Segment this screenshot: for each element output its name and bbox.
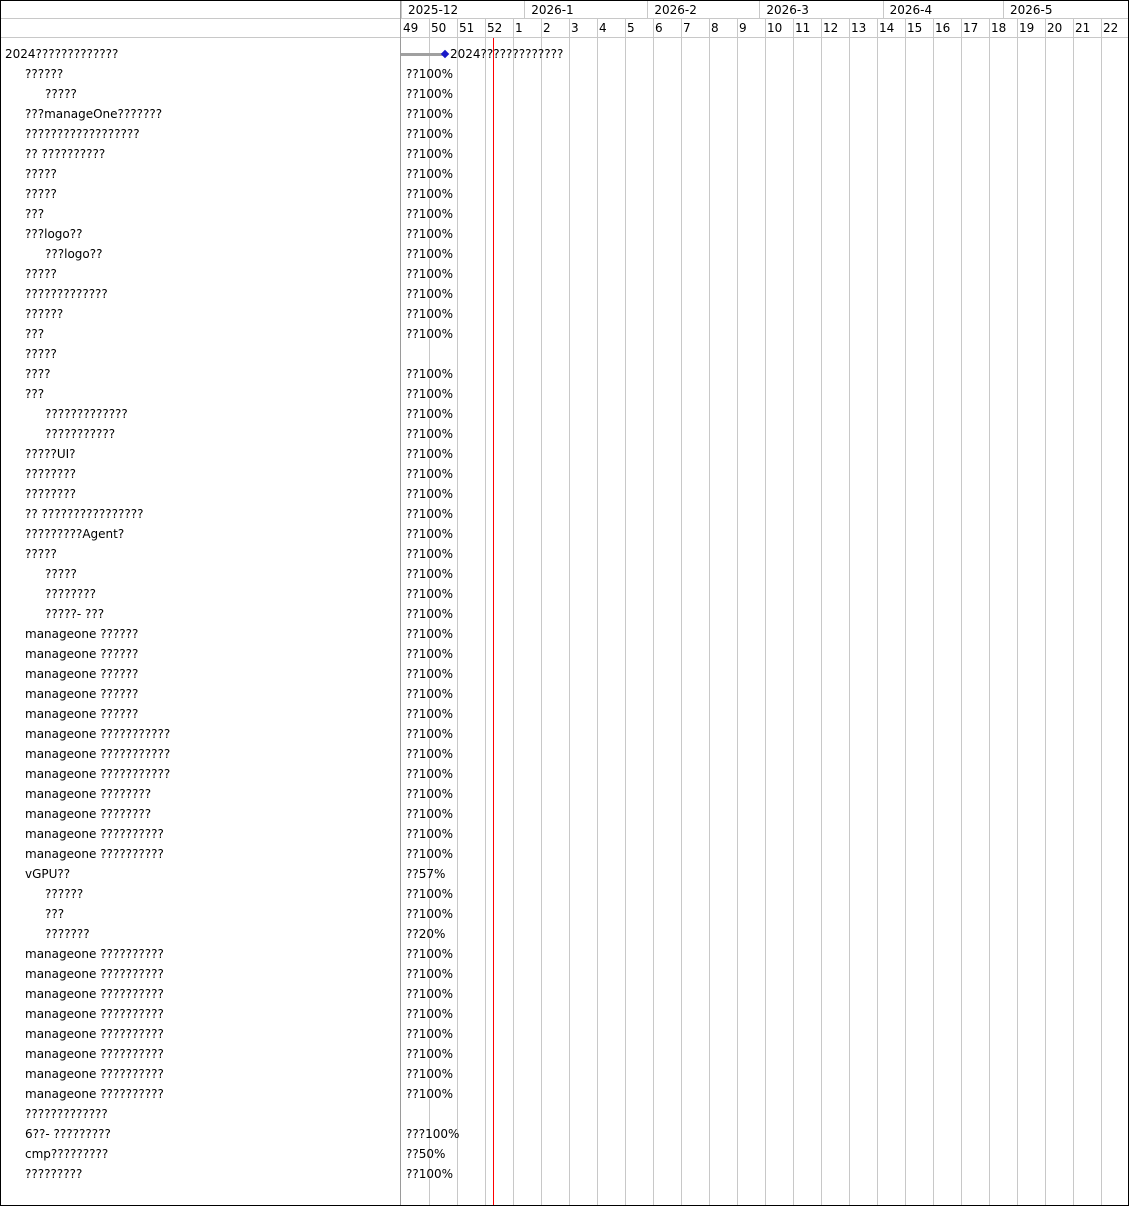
month-separator — [647, 1, 648, 18]
task-row-name[interactable]: vGPU?? — [25, 867, 71, 881]
task-progress-label: ??100% — [406, 447, 454, 461]
header-divider — [1, 37, 1128, 38]
task-progress-label: ??100% — [406, 327, 454, 341]
task-progress-label: ??100% — [406, 167, 454, 181]
task-row-name[interactable]: ??? — [45, 907, 65, 921]
task-progress-label: ??57% — [406, 867, 446, 881]
task-progress-label: ??100% — [406, 367, 454, 381]
task-row-name[interactable]: manageone ?????? — [25, 687, 139, 701]
task-progress-label: ??100% — [406, 787, 454, 801]
week-gridline — [1017, 18, 1018, 1205]
task-progress-label: ??100% — [406, 807, 454, 821]
task-progress-label: ??100% — [406, 107, 454, 121]
task-progress-label: ??50% — [406, 1147, 446, 1161]
task-row-name[interactable]: ???logo?? — [45, 247, 103, 261]
week-gridline — [849, 18, 850, 1205]
week-gridline — [569, 18, 570, 1205]
task-progress-label: ??100% — [406, 427, 454, 441]
task-progress-label: ??100% — [406, 1067, 454, 1081]
task-progress-label: ??100% — [406, 707, 454, 721]
task-progress-label: ??100% — [406, 847, 454, 861]
week-label: 2 — [543, 21, 551, 35]
week-gridline — [961, 18, 962, 1205]
task-progress-label: ??100% — [406, 1047, 454, 1061]
task-progress-label: ??100% — [406, 87, 454, 101]
milestone-diamond[interactable] — [441, 50, 449, 58]
week-gridline — [821, 18, 822, 1205]
task-progress-label: ??100% — [406, 567, 454, 581]
task-row-name[interactable]: ??? — [25, 327, 45, 341]
task-progress-label: ??100% — [406, 1087, 454, 1101]
task-progress-label: ??100% — [406, 287, 454, 301]
week-gridline — [457, 18, 458, 1205]
week-label: 49 — [403, 21, 419, 35]
task-progress-label: ??100% — [406, 647, 454, 661]
task-row-name[interactable]: 6??- ????????? — [25, 1127, 111, 1141]
today-marker — [493, 38, 494, 1205]
week-label: 50 — [431, 21, 447, 35]
week-label: 20 — [1047, 21, 1063, 35]
task-row-name[interactable]: cmp????????? — [25, 1147, 109, 1161]
task-row-name[interactable]: ?????????????????? — [25, 127, 140, 141]
month-label: 2026-3 — [766, 3, 809, 17]
task-row-name[interactable]: ????? — [45, 87, 77, 101]
task-row-name[interactable]: ?? ???????????????? — [25, 507, 144, 521]
task-row-name[interactable]: manageone ?????? — [25, 627, 139, 641]
task-row-name[interactable]: ????????? — [25, 1167, 83, 1181]
task-row-name[interactable]: ??????????? — [45, 427, 116, 441]
task-progress-label: ??100% — [406, 207, 454, 221]
task-row-name[interactable]: ?????? — [25, 67, 64, 81]
task-row-name[interactable]: ????????????? — [25, 287, 108, 301]
task-row-name[interactable]: ?? ?????????? — [25, 147, 106, 161]
task-row-name[interactable]: ?????????Agent? — [25, 527, 125, 541]
week-label: 3 — [571, 21, 579, 35]
task-row-name[interactable]: manageone ?????????? — [25, 847, 164, 861]
week-label: 9 — [739, 21, 747, 35]
month-label: 2025-12 — [408, 3, 459, 17]
week-label: 15 — [907, 21, 923, 35]
week-gridline — [681, 18, 682, 1205]
week-label: 8 — [711, 21, 719, 35]
week-gridline — [597, 18, 598, 1205]
task-row-name[interactable]: manageone ?????????? — [25, 1007, 164, 1021]
task-row-name[interactable]: 2024????????????? — [5, 47, 119, 61]
week-gridline — [653, 18, 654, 1205]
week-label: 19 — [1019, 21, 1035, 35]
week-label: 1 — [515, 21, 523, 35]
task-row-name[interactable]: ???????? — [25, 487, 76, 501]
month-separator — [401, 1, 402, 18]
task-progress-label: ??100% — [406, 407, 454, 421]
week-label: 52 — [487, 21, 503, 35]
header-divider — [1, 18, 1128, 19]
task-progress-label: ??100% — [406, 907, 454, 921]
week-gridline — [709, 18, 710, 1205]
task-progress-label: ??100% — [406, 687, 454, 701]
month-separator — [759, 1, 760, 18]
task-row-name[interactable]: ???manageOne??????? — [25, 107, 163, 121]
task-row-name[interactable]: manageone ?????????? — [25, 987, 164, 1001]
task-row-name[interactable]: manageone ?????????? — [25, 1027, 164, 1041]
task-row-name[interactable]: ??????? — [45, 927, 90, 941]
week-label: 21 — [1075, 21, 1091, 35]
task-row-name[interactable]: ?????? — [25, 307, 64, 321]
task-row-name[interactable]: ?????- ??? — [45, 607, 105, 621]
task-progress-label: ??100% — [406, 467, 454, 481]
task-progress-label: ??100% — [406, 127, 454, 141]
task-progress-label: ??100% — [406, 887, 454, 901]
task-row-name[interactable]: manageone ?????? — [25, 707, 139, 721]
week-label: 13 — [851, 21, 867, 35]
week-gridline — [877, 18, 878, 1205]
task-progress-label: ??20% — [406, 927, 446, 941]
task-progress-label: ??100% — [406, 1027, 454, 1041]
task-row-name[interactable]: ????? — [25, 347, 57, 361]
week-label: 6 — [655, 21, 663, 35]
week-label: 16 — [935, 21, 951, 35]
task-row-name[interactable]: ?????? — [45, 887, 84, 901]
task-row-name[interactable]: manageone ?????? — [25, 647, 139, 661]
task-progress-label: ??100% — [406, 767, 454, 781]
task-progress-label: ??100% — [406, 827, 454, 841]
task-row-name[interactable]: manageone ?????????? — [25, 1087, 164, 1101]
task-progress-label: ??100% — [406, 947, 454, 961]
task-row-name[interactable]: manageone ?????????? — [25, 947, 164, 961]
task-row-name[interactable]: manageone ??????????? — [25, 727, 171, 741]
task-progress-label: ??100% — [406, 307, 454, 321]
week-gridline — [513, 18, 514, 1205]
task-row-name[interactable]: ????????????? — [25, 1107, 108, 1121]
week-gridline — [625, 18, 626, 1205]
task-row-name[interactable]: ????? — [45, 567, 77, 581]
task-progress-label: ??100% — [406, 987, 454, 1001]
task-progress-label: ??100% — [406, 667, 454, 681]
task-row-name[interactable]: manageone ?????????? — [25, 827, 164, 841]
task-row-name[interactable]: manageone ??????????? — [25, 767, 171, 781]
milestone-label: 2024????????????? — [450, 47, 564, 61]
week-gridline — [933, 18, 934, 1205]
task-progress-label: ??100% — [406, 607, 454, 621]
week-label: 7 — [683, 21, 691, 35]
month-separator — [883, 1, 884, 18]
task-row-name[interactable]: manageone ??????????? — [25, 747, 171, 761]
task-row-name[interactable]: ???????? — [45, 587, 96, 601]
week-gridline — [905, 18, 906, 1205]
week-gridline — [793, 18, 794, 1205]
task-progress-label: ??100% — [406, 67, 454, 81]
week-label: 17 — [963, 21, 979, 35]
task-row-name[interactable]: manageone ?????? — [25, 667, 139, 681]
task-progress-label: ??100% — [406, 727, 454, 741]
task-row-name[interactable]: ??? — [25, 387, 45, 401]
month-label: 2026-2 — [654, 3, 697, 17]
week-gridline — [737, 18, 738, 1205]
month-label: 2026-1 — [531, 3, 574, 17]
task-row-name[interactable]: ??? — [25, 207, 45, 221]
task-progress-label: ??100% — [406, 487, 454, 501]
week-label: 18 — [991, 21, 1007, 35]
week-label: 4 — [599, 21, 607, 35]
pane-splitter[interactable] — [400, 1, 401, 1205]
task-progress-label: ??100% — [406, 967, 454, 981]
week-label: 11 — [795, 21, 811, 35]
week-gridline — [1045, 18, 1046, 1205]
task-row-name[interactable]: manageone ???????? — [25, 787, 152, 801]
month-label: 2026-4 — [889, 3, 933, 17]
month-separator — [524, 1, 525, 18]
task-progress-label: ??100% — [406, 267, 454, 281]
task-progress-label: ??100% — [406, 387, 454, 401]
task-progress-label: ??100% — [406, 547, 454, 561]
task-progress-label: ??100% — [406, 747, 454, 761]
task-progress-label: ???100% — [406, 1127, 460, 1141]
task-progress-label: ??100% — [406, 247, 454, 261]
task-progress-label: ??100% — [406, 587, 454, 601]
summary-bar[interactable] — [401, 53, 443, 56]
week-label: 10 — [767, 21, 783, 35]
task-row-name[interactable]: ????? — [25, 267, 57, 281]
week-gridline — [541, 18, 542, 1205]
task-row-name[interactable]: ???????? — [25, 467, 76, 481]
week-gridline — [1101, 18, 1102, 1205]
task-progress-label: ??100% — [406, 507, 454, 521]
month-label: 2026-5 — [1010, 3, 1053, 17]
task-row-name[interactable]: ????? — [25, 187, 57, 201]
task-progress-label: ??100% — [406, 1167, 454, 1181]
week-gridline — [1073, 18, 1074, 1205]
week-label: 14 — [879, 21, 895, 35]
task-progress-label: ??100% — [406, 527, 454, 541]
week-label: 22 — [1103, 21, 1119, 35]
task-row-name[interactable]: ???? — [25, 367, 51, 381]
week-label: 12 — [823, 21, 839, 35]
month-separator — [1003, 1, 1004, 18]
task-row-name[interactable]: ????? — [25, 547, 57, 561]
week-gridline — [765, 18, 766, 1205]
task-row-name[interactable]: ?????UI? — [25, 447, 76, 461]
week-label: 5 — [627, 21, 635, 35]
task-row-name[interactable]: manageone ???????? — [25, 807, 152, 821]
task-progress-label: ??100% — [406, 1007, 454, 1021]
task-progress-label: ??100% — [406, 147, 454, 161]
task-row-name[interactable]: manageone ?????????? — [25, 1047, 164, 1061]
week-gridline — [485, 18, 486, 1205]
week-gridline — [989, 18, 990, 1205]
week-label: 51 — [459, 21, 475, 35]
task-progress-label: ??100% — [406, 227, 454, 241]
task-progress-label: ??100% — [406, 627, 454, 641]
task-row-name[interactable]: ????? — [25, 167, 57, 181]
task-row-name[interactable]: manageone ?????????? — [25, 1067, 164, 1081]
task-row-name[interactable]: ????????????? — [45, 407, 128, 421]
task-row-name[interactable]: manageone ?????????? — [25, 967, 164, 981]
task-row-name[interactable]: ???logo?? — [25, 227, 83, 241]
task-progress-label: ??100% — [406, 187, 454, 201]
